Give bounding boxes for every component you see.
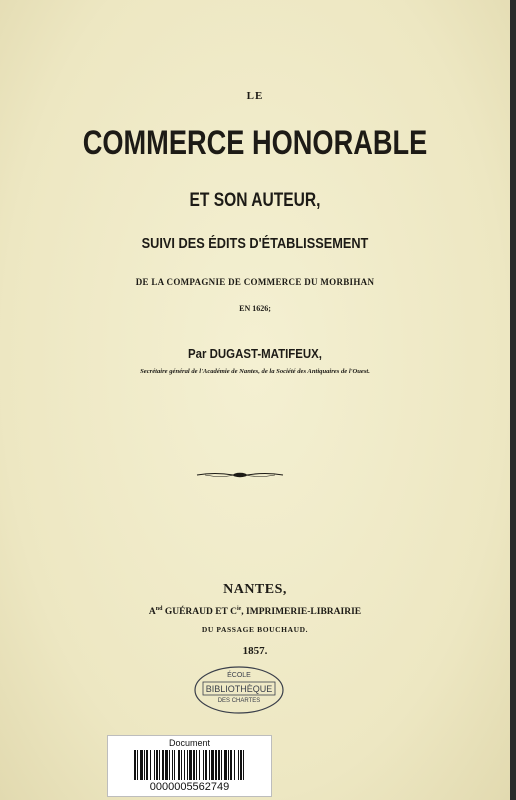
title-article: LE [246, 90, 264, 102]
scan-edge [510, 0, 516, 800]
imprint-printer: $A^{nd}$ GUÉRAUD ET $C^{ie}$, IMPRIMERIE-LIBRAIRIE [148, 606, 362, 618]
stamp-line-3: DES CHARTES [217, 698, 261, 704]
stamp-line-1: ÉCOLE [227, 672, 251, 679]
subtitle-line-2: SUIVI DES ÉDITS D'ÉTABLISSEMENT [141, 235, 369, 252]
author-description: Secrétaire général de l'Académie de Nantes, de la Société des Antiquaires de l'Ouest. [140, 368, 370, 375]
barcode-icon [134, 750, 246, 780]
library-stamp [193, 664, 285, 716]
subtitle-line-1: ET SON AUTEUR, [189, 190, 321, 211]
imprint-address: DU PASSAGE BOUCHAUD. [201, 625, 309, 634]
imprint-city: NANTES, [223, 582, 287, 597]
main-title: COMMERCE HONORABLE [82, 124, 428, 162]
imprint-year: 1857. [242, 645, 268, 657]
barcode-label [107, 735, 272, 797]
barcode-title: Document [168, 738, 211, 748]
ornament-divider [195, 470, 285, 480]
subtitle-line-3: DE LA COMPAGNIE DE COMMERCE DU MORBIHAN [135, 277, 375, 287]
title-date: EN 1626; [239, 304, 271, 313]
barcode-number: 0000005562749 [149, 781, 230, 793]
stamp-line-2: BIBLIOTHÈQUE [205, 684, 273, 694]
author-line: Par DUGAST-MATIFEUX, [188, 346, 322, 361]
